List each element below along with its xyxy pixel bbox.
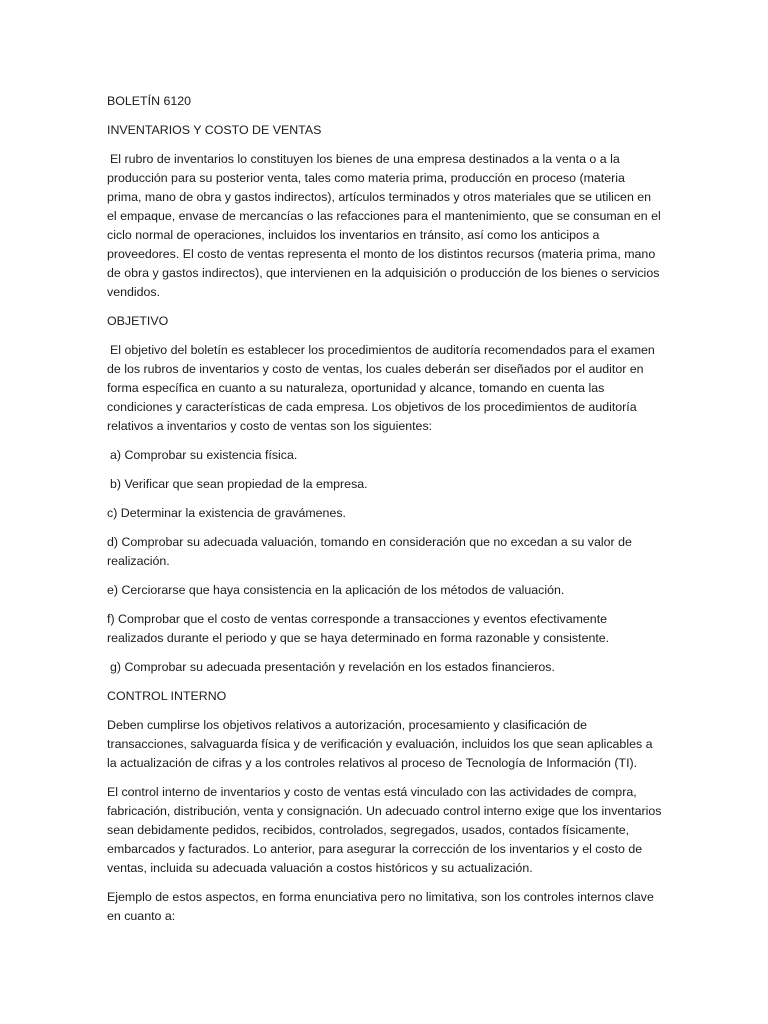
objective-item-a: a) Comprobar su existencia física. [110, 448, 298, 462]
document-body [107, 92, 662, 936]
objective-item-b: b) Verificar que sean propiedad de la empresa. [110, 477, 368, 491]
objective-item-f: f) Comprobar que el costo de ventas corresponde a transacciones y eventos efectivamente realizados durante el periodo y que se haya determinado en forma razonable y consistente. [107, 612, 610, 645]
document-title: BOLETÍN 6120 [107, 94, 192, 108]
objective-item-d: d) Comprobar su adecuada valuación, tomando en consideración que no excedan a su valor de realización. [107, 535, 632, 568]
intro-paragraph: El rubro de inventarios lo constituyen los bienes de una empresa destinados a la venta o a la producción para su posterior venta, tales como materia prima, producción en proceso (materia prima, mano de obra y gastos indirectos), artículos terminados y otros materiales que se utilicen en el empaque, envase de mercancías o las refacciones para el mantenimiento, que se consuman en el ciclo normal de operaciones, incluidos los inventarios en tránsito, así como los anticipos a proveedores. El costo de ventas representa el monto de los distintos recursos (materia prima, mano de obra y gastos indirectos), que intervienen en la adquisición o producción de los bienes o servicios vendidos. [107, 152, 661, 299]
control-paragraph-2: El control interno de inventarios y costo de ventas está vinculado con las actividades de compra, fabricación, distribución, venta y consignación. Un adecuado control interno exige que los inventarios sean debidamente pedidos, recibidos, controlados, segregados, usados, contados físicamente, embarcados y facturados. Lo anterior, para asegurar la corrección de los inventarios y el costo de ventas, incluida su adecuada valuación a costos históricos y su actualización. [107, 785, 662, 875]
control-paragraph-3: Ejemplo de estos aspectos, en forma enunciativa pero no limitativa, son los controles internos clave en cuanto a: [107, 890, 654, 923]
control-paragraph-1: Deben cumplirse los objetivos relativos a autorización, procesamiento y clasificación de transacciones, salvaguarda física y de verificación y evaluación, incluidos los que sean aplicables a la actualización de cifras y a los controles relativos al proceso de Tecnología de Información (TI). [107, 718, 653, 770]
objective-paragraph: El objetivo del boletín es establecer los procedimientos de auditoría recomendados para el examen de los rubros de inventarios y costo de ventas, los cuales deberán ser diseñados por el auditor en forma específica en cuanto a su naturaleza, oportunidad y alcance, tomando en cuenta las condiciones y características de cada empresa. Los objetivos de los procedimientos de auditoría relativos a inventarios y costo de ventas son los siguientes: [107, 343, 655, 433]
objective-item-c: c) Determinar la existencia de gravámenes. [107, 506, 346, 520]
objective-heading: OBJETIVO [107, 314, 169, 328]
objective-item-e: e) Cerciorarse que haya consistencia en la aplicación de los métodos de valuación. [107, 583, 565, 597]
control-heading: CONTROL INTERNO [107, 689, 227, 703]
objective-item-g: g) Comprobar su adecuada presentación y revelación en los estados financieros. [110, 660, 555, 674]
section-heading: INVENTARIOS Y COSTO DE VENTAS [107, 123, 322, 137]
